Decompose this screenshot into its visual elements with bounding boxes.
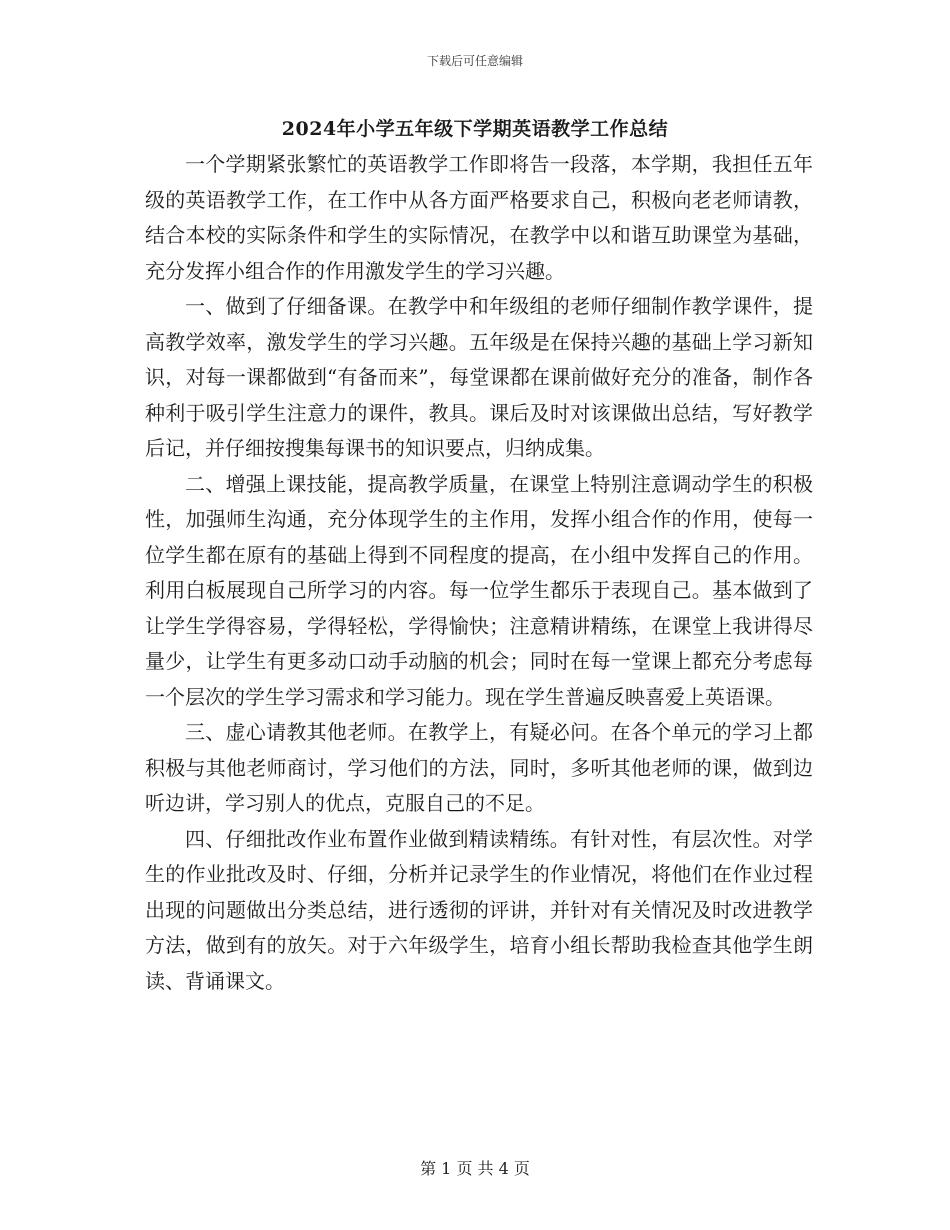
document-body xyxy=(145,147,813,999)
page-number-footer: 第 1 页 共 4 页 xyxy=(420,1159,530,1178)
paragraph-lesson-preparation: 一、做到了仔细备课。在教学中和年级组的老师仔细制作教学课件，提高教学效率，激发学生的学习兴趣。五年级是在保持兴趣的基础上学习新知识，对每一课都做到“有备而来”，每堂课都在课前做好充分的准备，制作各种利于吸引学生注意力的课件，教具。课后及时对该课做出总结，写好教学后记，并仔细按搜集每课书的知识要点，归纳成集。 xyxy=(145,294,813,460)
paragraph-teaching-skills: 二、增强上课技能，提高教学质量，在课堂上特别注意调动学生的积极性，加强师生沟通，充分体现学生的主作用，发挥小组合作的作用，使每一位学生都在原有的基础上得到不同程度的提高，在小组中发挥自己的作用。利用白板展现自己所学习的内容。每一位学生都乐于表现自己。基本做到了让学生学得容易，学得轻松，学得愉快；注意精讲精练，在课堂上我讲得尽量少，让学生有更多动口动手动脑的机会；同时在每一堂课上都充分考虑每一个层次的学生学习需求和学习能力。现在学生普遍反映喜爱上英语课。 xyxy=(145,471,813,709)
paragraph-intro: 一个学期紧张繁忙的英语教学工作即将告一段落，本学期，我担任五年级的英语教学工作，在工作中从各方面严格要求自己，积极向老老师请教，结合本校的实际条件和学生的实际情况，在教学中以和谐互助课堂为基础，充分发挥小组合作的作用激发学生的学习兴趣。 xyxy=(145,152,813,283)
document-title: 2024年小学五年级下学期英语教学工作总结 xyxy=(281,118,669,140)
paragraph-homework: 四、仔细批改作业布置作业做到精读精练。有针对性，有层次性。对学生的作业批改及时、仔细，分析并记录学生的作业情况，将他们在作业过程出现的问题做出分类总结，进行透彻的评讲，并针对有关情况及时改进教学方法，做到有的放矢。对于六年级学生，培育小组长帮助我检查其他学生朗读、背诵课文。 xyxy=(145,826,813,993)
page-header-note: 下载后可任意编辑 xyxy=(426,54,523,68)
paragraph-consult-teachers: 三、虚心请教其他老师。在教学上，有疑必问。在各个单元的学习上都积极与其他老师商讨，学习他们的方法，同时，多听其他老师的课，做到边听边讲，学习别人的优点，克服自己的不足。 xyxy=(145,720,813,815)
